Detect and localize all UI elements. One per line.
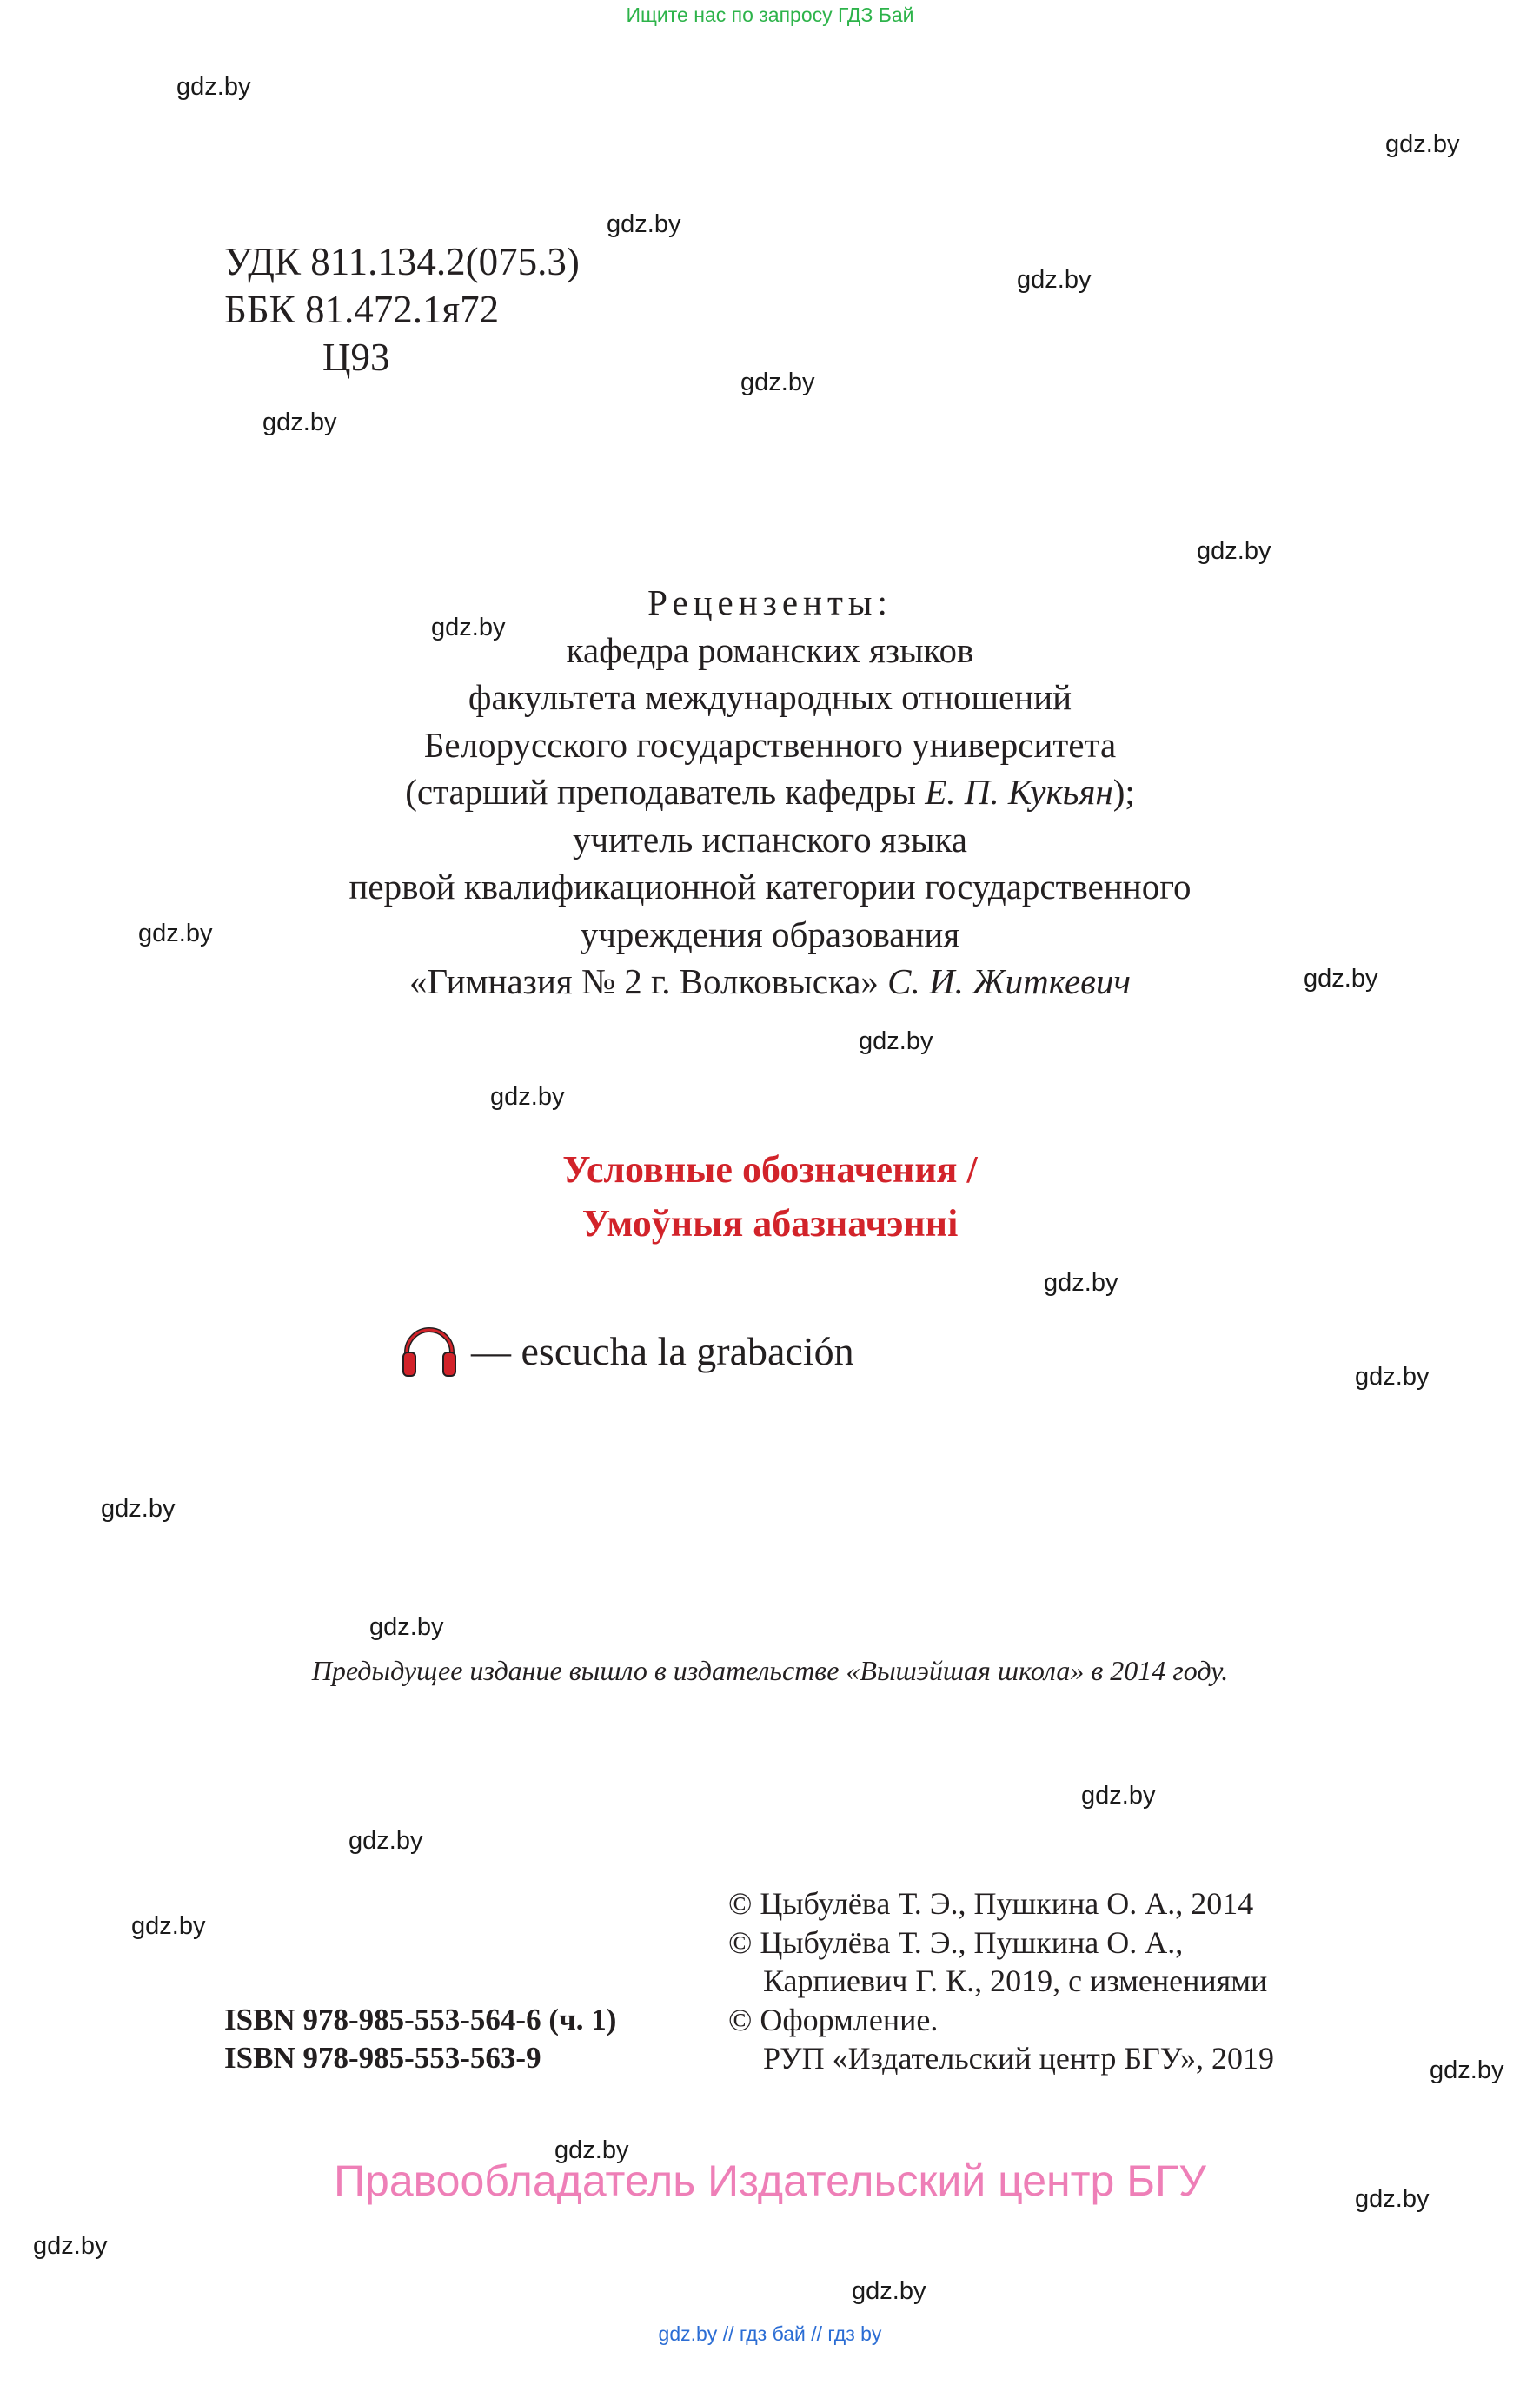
watermark: gdz.by: [1081, 1782, 1156, 1810]
watermark: gdz.by: [1197, 537, 1271, 565]
reviewer-institution: «Гимназия № 2 г. Волковыска»: [408, 961, 888, 1001]
watermark: gdz.by: [1304, 965, 1378, 993]
reviewer-name: Е. П. Кукьян: [925, 772, 1113, 812]
copyright-line: © Цыбулёва Т. Э., Пушкина О. А., 2014: [728, 1886, 1254, 1921]
copyright-block: [728, 1884, 1274, 2078]
reviewer-name: С. И. Житкевич: [887, 961, 1132, 1001]
watermark: gdz.by: [607, 210, 681, 238]
rights-holder: Правообладатель Издательский центр БГУ: [334, 2156, 1206, 2205]
watermark: gdz.by: [1044, 1269, 1118, 1297]
reviewers-block: [0, 579, 1540, 1006]
reviewer-line: Белорусского государственного университета: [423, 724, 1117, 765]
legend-title: [0, 1143, 1540, 1251]
reviewers-heading: Рецензенты:: [647, 582, 893, 622]
watermark: gdz.by: [131, 1912, 206, 1940]
bbk-code: ББК 81.472.1я72: [224, 288, 500, 331]
watermark: gdz.by: [1355, 2185, 1430, 2213]
watermark: gdz.by: [262, 409, 337, 436]
previous-edition-note: Предыдущее издание вышло в издательстве «Вышэйшая школа» в 2014 году.: [311, 1655, 1229, 1686]
watermark: gdz.by: [1355, 1363, 1430, 1391]
copyright-line: © Цыбулёва Т. Э., Пушкина О. А.,: [728, 1924, 1184, 1960]
watermark: gdz.by: [431, 614, 506, 641]
reviewer-line: кафедра романских языков: [566, 629, 974, 670]
watermark: gdz.by: [369, 1613, 444, 1641]
reviewer-close: );: [1112, 772, 1135, 812]
udk-code: УДК 811.134.2(075.3): [224, 240, 580, 283]
legend-item: [400, 1323, 854, 1379]
copyright-line: © Оформление.: [728, 2002, 939, 2037]
classification-block: [224, 238, 580, 382]
headphones-icon: [400, 1323, 459, 1379]
watermark: gdz.by: [138, 920, 213, 947]
watermark: gdz.by: [490, 1083, 565, 1111]
reviewer-line: учитель испанского языка: [573, 819, 967, 860]
reviewer-line: [0, 958, 1540, 1006]
reviewer-line: учреждения образования: [580, 913, 960, 954]
watermark: gdz.by: [740, 369, 815, 396]
watermark: gdz.by: [101, 1495, 176, 1523]
reviewer-line: факультета международных отношений: [468, 677, 1072, 717]
top-banner: Ищите нас по запросу ГДЗ Бай: [626, 3, 914, 26]
watermark: gdz.by: [33, 2232, 108, 2260]
watermark: gdz.by: [852, 2277, 926, 2305]
legend-item-text: — escucha la grabación: [471, 1328, 854, 1373]
watermark: gdz.by: [348, 1827, 423, 1855]
watermark: gdz.by: [1430, 2056, 1504, 2084]
watermark: gdz.by: [859, 1027, 933, 1055]
watermark: gdz.by: [1017, 266, 1092, 294]
copyright-line: Карпиевич Г. К., 2019, с изменениями: [763, 1963, 1268, 1998]
watermark: gdz.by: [554, 2136, 629, 2164]
author-code: Ц93: [322, 335, 390, 379]
watermark: gdz.by: [176, 73, 251, 101]
legend-title-ru: Условные обозначения /: [562, 1148, 978, 1191]
reviewer-position: (старший преподаватель кафедры: [405, 772, 926, 812]
reviewer-line: первой квалификационной категории государственного: [348, 867, 1192, 907]
reviewer-line: [0, 768, 1540, 816]
legend-title-by: Умоўныя абазначэнні: [581, 1202, 959, 1245]
isbn-block: [224, 2001, 616, 2077]
isbn-part: ISBN 978-985-553-564-6 (ч. 1): [224, 2003, 617, 2036]
isbn-full: ISBN 978-985-553-563-9: [224, 2041, 541, 2075]
footer-links[interactable]: gdz.by // гдз бай // гдз by: [658, 2322, 882, 2345]
copyright-line: РУП «Издательский центр БГУ», 2019: [763, 2041, 1275, 2076]
watermark: gdz.by: [1385, 130, 1460, 158]
